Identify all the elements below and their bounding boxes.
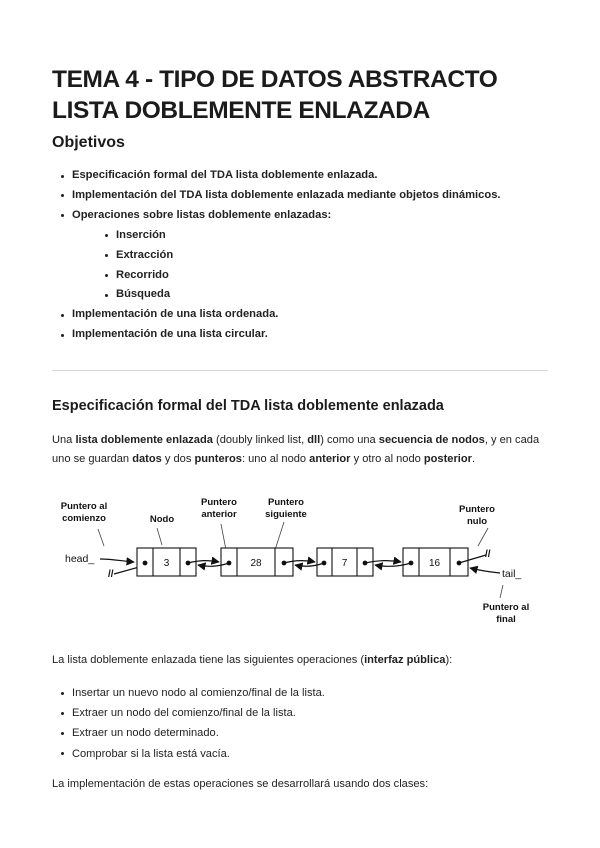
node-value: 16 [428, 558, 441, 569]
head-pointer-label: Puntero al [60, 501, 108, 512]
list-node [403, 548, 468, 576]
null-mark-icon: // [108, 569, 114, 580]
list-node [317, 548, 373, 576]
tail-pointer-label: final [496, 614, 516, 625]
list-item: Insertar un nuevo nodo al comienzo/final de la lista. [52, 683, 325, 703]
head-pointer-label: comienzo [62, 513, 106, 524]
leader-line [98, 529, 104, 546]
intro-bold: posterior [423, 453, 472, 465]
intro-text: ) como una [320, 434, 379, 446]
list-item: Implementación de una lista ordenada. [52, 305, 501, 325]
sublist-item: Búsqueda [72, 285, 501, 305]
intro-text: Una [52, 434, 76, 446]
intro-bold: anterior [309, 453, 351, 465]
head-arrow [100, 559, 134, 562]
node-value: 28 [250, 558, 262, 569]
intro-text: y otro al nodo [350, 453, 424, 465]
list-item: Implementación de una lista circular. [52, 325, 501, 345]
list-item: Implementación del TDA lista doblemente enlazada mediante objetos dinámicos. [52, 186, 501, 206]
intro-bold: dll [307, 434, 321, 446]
null-pointer-label: nulo [466, 516, 488, 527]
node-label: Nodo [149, 514, 175, 525]
intro-bold: secuencia de nodos [378, 434, 485, 446]
leader-line [275, 522, 284, 550]
objectives-heading: Objetivos [52, 134, 125, 151]
list-node [137, 548, 196, 576]
list-item: Extraer un nodo determinado. [52, 723, 325, 743]
intro-text: y dos [161, 453, 195, 465]
list-node [221, 548, 293, 576]
leader-line [500, 585, 503, 598]
leader-line [478, 528, 488, 546]
tail-variable: tail_ [502, 568, 522, 580]
implementation-paragraph: La implementación de estas operaciones se desarrollará usando dos clases: [52, 778, 429, 790]
node-value: 7 [341, 558, 348, 569]
leader-line [157, 528, 162, 545]
list-item: Comprobar si la lista está vacía. [52, 744, 325, 764]
tail-pointer-label: Puntero al [482, 602, 530, 613]
null-pointer-label: Puntero [459, 504, 495, 515]
ops-intro-text: La lista doblemente enlazada tiene las siguientes operaciones ( [52, 654, 365, 666]
list-item-label: Operaciones sobre listas doblemente enlazadas: [72, 208, 332, 221]
intro-text: (doubly linked list, [212, 434, 308, 446]
prev-pointer-label: anterior [201, 509, 237, 520]
list-item: Especificación formal del TDA lista doblemente enlazada. [52, 166, 501, 186]
null-mark-icon: // [485, 549, 491, 560]
intro-text: : uno al nodo [241, 453, 310, 465]
list-item: Extraer un nodo del comienzo/final de la lista. [52, 703, 325, 723]
ops-intro-end: ): [445, 654, 453, 666]
tail-arrow [470, 568, 500, 573]
sublist-item: Inserción [72, 226, 501, 246]
next-pointer-label: siguiente [265, 509, 307, 520]
document-title: TEMA 4 - TIPO DE DATOS ABSTRACTO LISTA DOBLEMENTE ENLAZADA [52, 66, 498, 124]
intro-bold: lista doblemente enlazada [75, 434, 213, 446]
sublist-item: Extracción [72, 246, 501, 266]
sublist-item: Recorrido [72, 266, 501, 286]
spec-heading: Especificación formal del TDA lista doblemente enlazada [52, 398, 444, 414]
leader-line [221, 524, 226, 550]
head-variable: head_ [65, 553, 95, 565]
node-value: 3 [163, 558, 170, 569]
next-pointer-label: Puntero [268, 497, 304, 508]
intro-bold: punteros [194, 453, 242, 465]
intro-text: . [471, 453, 476, 465]
ops-intro-bold: interfaz pública [364, 654, 446, 666]
intro-text: , y en cada uno se guardan [52, 434, 540, 465]
prev-pointer-label: Puntero [201, 497, 237, 508]
intro-bold: datos [132, 453, 162, 465]
